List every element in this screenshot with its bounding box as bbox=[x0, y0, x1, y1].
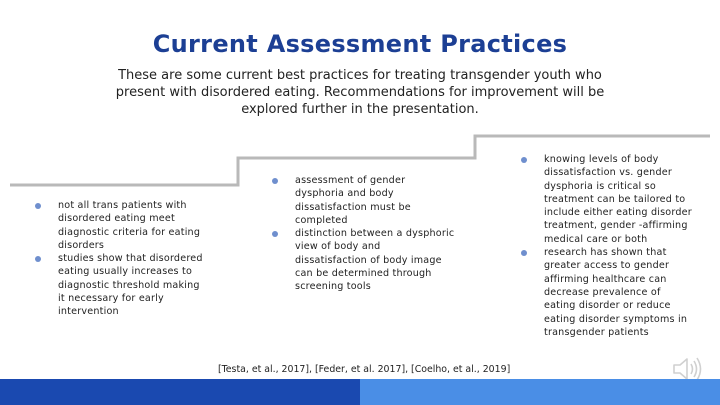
list-item: studies show that disordered eating usually increases to diagnostic threshold making it necessary for early intervention bbox=[58, 252, 208, 318]
slide-title: Current Assessment Practices bbox=[152, 30, 568, 58]
list-item: assessment of gender dysphoria and body dissatisfaction must be completed bbox=[295, 174, 455, 227]
list-item: research has shown that greater access to gender affirming healthcare can decrease prevalence of eating disorder or reduce eating disorder symptoms in transgender patients bbox=[544, 246, 694, 339]
bullet-list-middle bbox=[295, 174, 455, 294]
footer-bar-light bbox=[360, 379, 720, 405]
bullet-dot bbox=[272, 178, 278, 184]
bullet-dot bbox=[35, 203, 41, 209]
list-item: distinction between a dysphoric view of body and dissatisfaction of body image can be determined through screening tools bbox=[295, 227, 455, 293]
slide-subtitle: These are some current best practices for treating transgender youth who present with disordered eating. Recommendations for improvement will be explored further in the presentation. bbox=[115, 68, 605, 117]
list-item: knowing levels of body dissatisfaction vs. gender dysphoria is critical so treatment can be tailored to include either eating disorder treatment, gender -affirming medical care or both bbox=[544, 153, 694, 246]
list-item: not all trans patients with disordered eating meet diagnostic criteria for eating disorders bbox=[58, 199, 208, 252]
footer-bar-dark bbox=[0, 379, 360, 405]
bullet-list-left bbox=[58, 199, 208, 319]
bullet-list-right bbox=[544, 153, 694, 339]
bullet-dot bbox=[521, 157, 527, 163]
citation: [Testa, et al., 2017], [Feder, et al. 2017], [Coelho, et al., 2019] bbox=[218, 364, 511, 375]
